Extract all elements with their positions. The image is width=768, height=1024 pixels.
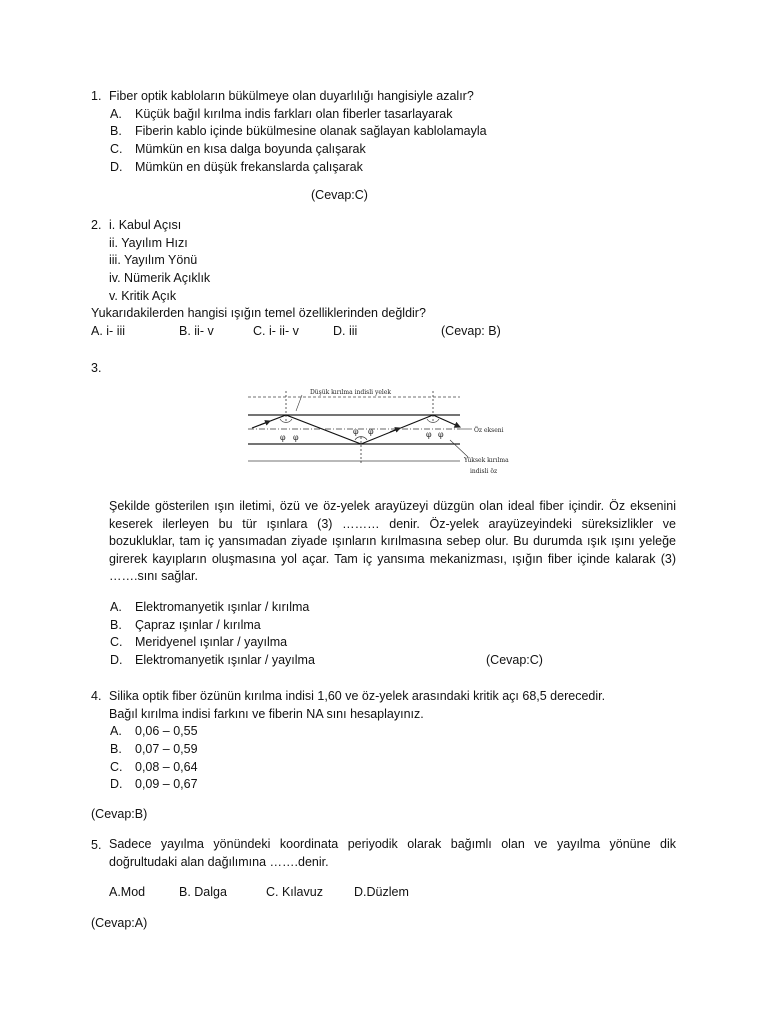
q4-option-a: 0,06 – 0,55 (135, 724, 198, 738)
q1-number: 1. (91, 89, 102, 103)
q2-item-4: iv. Nümerik Açıklık (109, 271, 211, 285)
phi-label: φ (368, 427, 374, 436)
q3-option-b-letter: B. (110, 618, 122, 632)
q3-option-c: Meridyenel ışınlar / yayılma (135, 635, 288, 649)
q4-option-b: 0,07 – 0,59 (135, 742, 198, 756)
q4-option-c: 0,08 – 0,64 (135, 760, 198, 774)
q3-answer: (Cevap:C) (486, 653, 543, 667)
q3-number: 3. (91, 361, 102, 375)
q3-option-d: Elektromanyetik ışınlar / yayılma (135, 653, 315, 667)
q5-answer: (Cevap:A) (91, 916, 148, 930)
q2-item-3: iii. Yayılım Yönü (109, 253, 198, 267)
core-label-line-2: indisli öz (470, 468, 498, 475)
q4-option-d: 0,09 – 0,67 (135, 777, 198, 791)
leader-line (450, 440, 468, 457)
phi-label: φ (426, 430, 432, 439)
q4-answer: (Cevap:B) (91, 807, 148, 821)
q4-option-b-letter: B. (110, 742, 122, 756)
q1-option-c-letter: C. (110, 142, 123, 156)
q2-number: 2. (91, 218, 102, 232)
q3-option-c-letter: C. (110, 635, 123, 649)
q5-option-b: B. Dalga (179, 885, 227, 899)
q2-option-c: C. i- ii- v (253, 324, 299, 338)
q1-option-d-letter: D. (110, 160, 123, 174)
q1-answer: (Cevap:C) (311, 188, 368, 202)
q3-option-d-letter: D. (110, 653, 123, 667)
phi-label: φ (353, 427, 359, 436)
q2-option-b: B. ii- v (179, 324, 214, 338)
q4-number: 4. (91, 689, 102, 703)
q1-option-a: Küçük bağıl kırılma indis farkları olan fiberler tasarlayarak (135, 107, 453, 121)
q2-item-1: i. Kabul Açısı (109, 218, 182, 232)
q1-option-b: Fiberin kablo içinde bükülmesine olanak sağlayan kablolamayla (135, 124, 487, 138)
q3-option-a-letter: A. (110, 600, 122, 614)
q3-paragraph: Şekilde gösterilen ışın iletimi, özü ve öz-yelek arayüzeyi düzgün olan ideal fiber içindir. Öz eksenini keserek ilerleyen bu tür ışınlara (3) ……… denir. Öz-yelek arayüzeyindeki süreksizlikler ve bozukluklar, tam iç yansımadan ziyade ışınların kırılmasına sebep olur. Bu durumda ışık ışını yeleğe girerek kayıpların oluşmasına yol açar. Tam iç yansıma mekanizması, ışığın fiber içinde kalarak (3) …….sını sağlar. (109, 499, 676, 583)
core-label-line-1: Yüksek kırılma (464, 457, 509, 464)
q5-option-c: C. Kılavuz (266, 885, 323, 899)
q1-text: Fiber optik kabloların bükülmeye olan duyarlılığı hangisiyle azalır? (109, 89, 474, 103)
ray-arrow (260, 421, 270, 425)
q1-option-b-letter: B. (110, 124, 122, 138)
q5-number: 5. (91, 838, 102, 852)
cladding-label: Düşük kırılma indisli yelek (310, 389, 392, 396)
q2-answer: (Cevap: B) (441, 324, 501, 338)
fiber-ray-diagram (240, 385, 560, 485)
q1-option-a-letter: A. (110, 107, 122, 121)
q4-text-line-2: Bağıl kırılma indisi farkını ve fiberin NA sını hesaplayınız. (109, 707, 424, 721)
q2-option-a: A. i- iii (91, 324, 126, 338)
q5-text: Sadece yayılma yönündeki koordinata periyodik olarak bağımlı olan ve yayılma yönüne dik doğrultudaki alan dağılımına …….denir. (109, 837, 676, 869)
q2-item-2: ii. Yayılım Hızı (109, 236, 188, 250)
q4-text-line-1: Silika optik fiber özünün kırılma indisi 1,60 ve öz-yelek arasındaki kritik açı 68,5 derecedir. (109, 689, 606, 703)
phi-label: φ (438, 430, 444, 439)
q3-option-b: Çapraz ışınlar / kırılma (135, 618, 261, 632)
q4-option-c-letter: C. (110, 760, 123, 774)
phi-label: φ (293, 433, 299, 442)
q4-option-d-letter: D. (110, 777, 123, 791)
q3-option-a: Elektromanyetik ışınlar / kırılma (135, 600, 310, 614)
axis-label: Öz ekseni (474, 427, 504, 434)
q2-question: Yukarıdakilerden hangisi ışığın temel özelliklerinden değldir? (91, 306, 426, 320)
q1-option-c: Mümkün en kısa dalga boyunda çalışarak (135, 142, 366, 156)
q5-option-d: D.Düzlem (354, 885, 409, 899)
q5-option-a: A.Mod (109, 885, 146, 899)
q2-option-d: D. iii (333, 324, 358, 338)
q1-option-d: Mümkün en düşük frekanslarda çalışarak (135, 160, 363, 174)
phi-label: φ (280, 433, 286, 442)
q4-option-a-letter: A. (110, 724, 122, 738)
q2-item-5: v. Kritik Açık (109, 289, 177, 303)
